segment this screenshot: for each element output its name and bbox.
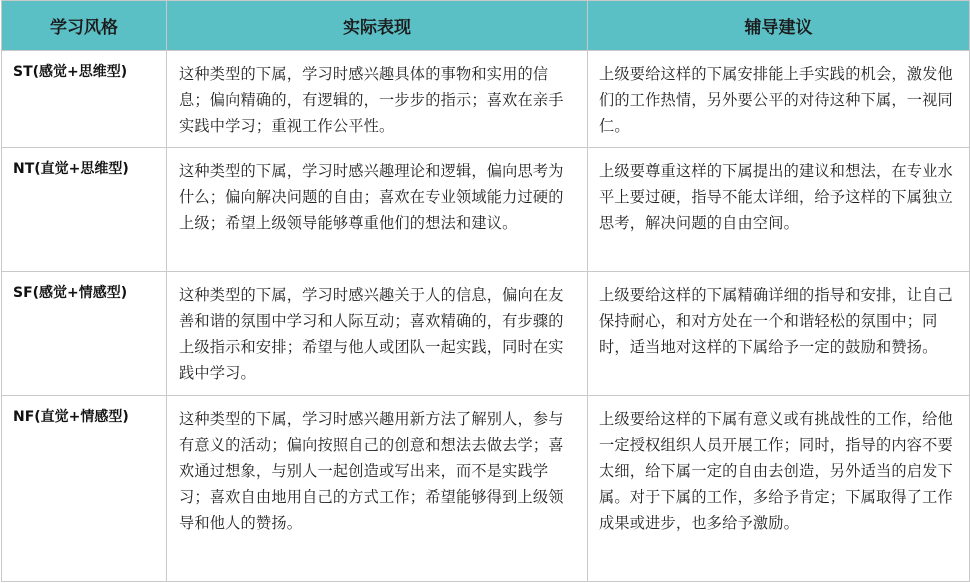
performance-cell: 这种类型的下属，学习时感兴趣用新方法了解别人，参与有意义的活动；偏向按照自己的创意和想法去做去学；喜欢通过想象，与别人一起创造或写出来，而不是实践学习；喜欢自由地用自己的方式工作；希望能够得到上级领导和他人的赞扬。 [167, 396, 588, 582]
header-coaching-advice: 辅导建议 [588, 1, 970, 51]
performance-cell: 这种类型的下属，学习时感兴趣理论和逻辑，偏向思考为什么；偏向解决问题的自由；喜欢在专业领域能力过硬的上级；希望上级领导能够尊重他们的想法和建议。 [167, 148, 588, 272]
advice-cell: 上级要给这样的下属有意义或有挑战性的工作，给他一定授权组织人员开展工作；同时，指导的内容不要太细，给下属一定的自由去创造，另外适当的启发下属。对于下属的工作，多给予肯定；下属取得了工作成果或进步，也多给予激励。 [588, 396, 970, 582]
header-actual-performance: 实际表现 [167, 1, 588, 51]
style-cell: ST(感觉+思维型) [2, 51, 167, 148]
table-row [2, 396, 970, 582]
advice-cell: 上级要给这样的下属安排能上手实践的机会，激发他们的工作热情，另外要公平的对待这种下属，一视同仁。 [588, 51, 970, 148]
table-row [2, 51, 970, 148]
learning-style-table [1, 0, 970, 582]
header-learning-style: 学习风格 [2, 1, 167, 51]
style-cell: NT(直觉+思维型) [2, 148, 167, 272]
performance-cell: 这种类型的下属，学习时感兴趣关于人的信息，偏向在友善和谐的氛围中学习和人际互动；喜欢精确的，有步骤的上级指示和安排；希望与他人或团队一起实践，同时在实践中学习。 [167, 272, 588, 396]
style-cell: NF(直觉+情感型) [2, 396, 167, 582]
advice-cell: 上级要给这样的下属精确详细的指导和安排，让自己保持耐心，和对方处在一个和谐轻松的氛围中；同时，适当地对这样的下属给予一定的鼓励和赞扬。 [588, 272, 970, 396]
style-cell: SF(感觉+情感型) [2, 272, 167, 396]
table-header-row [2, 1, 970, 51]
advice-cell: 上级要尊重这样的下属提出的建议和想法，在专业水平上要过硬，指导不能太详细，给予这样的下属独立思考，解决问题的自由空间。 [588, 148, 970, 272]
performance-cell: 这种类型的下属，学习时感兴趣具体的事物和实用的信息；偏向精确的，有逻辑的，一步步的指示；喜欢在亲手实践中学习；重视工作公平性。 [167, 51, 588, 148]
table-row [2, 272, 970, 396]
table-row [2, 148, 970, 272]
